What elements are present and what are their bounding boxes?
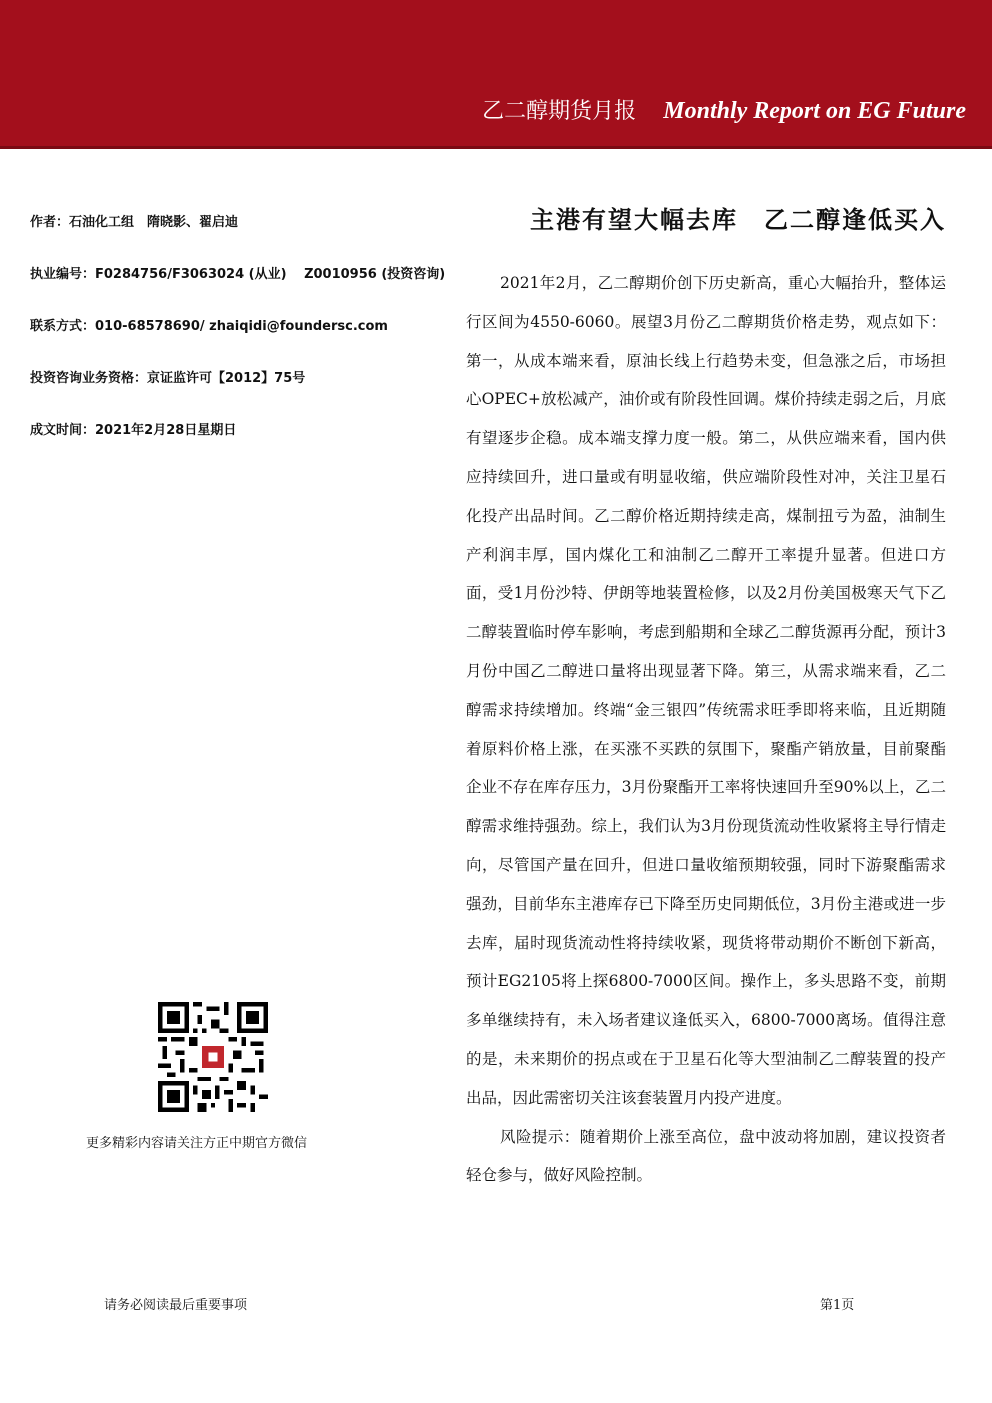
author-line: 作者：石油化工组 隋晓影、翟启迪 <box>30 215 239 230</box>
qualification-line: 投资咨询业务资格：京证监许可【2012】75号 <box>30 371 306 386</box>
contact-info: 联系方式：010-68578690/ zhaiqidi@foundersc.com <box>30 319 388 334</box>
footer-notice: 请务必阅读最后重要事项 <box>104 1298 248 1313</box>
license-number: 执业编号：F0284756/F3063024 (从业) Z0010956 (投资咨询) <box>30 267 446 282</box>
qr-caption: 更多精彩内容请关注方正中期官方微信 <box>86 1136 308 1151</box>
header-banner <box>0 0 992 148</box>
article-headline: 主港有望大幅去库 乙二醇逢低买入 <box>530 205 946 234</box>
report-title-en: Monthly Report on EG Future <box>663 98 966 124</box>
author-info <box>30 214 446 474</box>
qr-code-icon[interactable] <box>158 1002 268 1112</box>
page-number: 第1页 <box>820 1298 855 1313</box>
risk-warning-paragraph: 风险提示：随着期价上涨至高位，盘中波动将加剧，建议投资者轻仓参与，做好风险控制。 <box>466 1127 946 1185</box>
date-line: 成文时间：2021年2月28日星期日 <box>30 423 237 438</box>
header-divider <box>0 146 992 149</box>
report-title <box>482 94 966 125</box>
article-body <box>466 264 946 1195</box>
report-title-cn: 乙二醇期货月报 <box>482 99 637 124</box>
analysis-paragraph: 2021年2月，乙二醇期价创下历史新高，重心大幅抬升，整体运行区间为4550-6060。展望3月份乙二醇期货价格走势，观点如下：第一，从成本端来看，原油长线上行趋势未变，但急涨之后，市场担心OPEC+放松减产，油价或有阶段性回调。煤价持续走弱之后，月底有望逐步企稳。成本端支撑力度一般。第二，从供应端来看，国内供应持续回升，进口量或有明显收缩，供应端阶段性对冲，关注卫星石化投产出品时间。乙二醇价格近期持续走高，煤制扭亏为盈，油制生产利润丰厚，国内煤化工和油制乙二醇开工率提升显著。但进口方面，受1月份沙特、伊朗等地装置检修，以及2月份美国极寒天气下乙二醇装置临时停车影响，考虑到船期和全球乙二醇货源再分配，预计3月份中国乙二醇进口量将出现显著下降。第三，从需求端来看，乙二醇需求持续增加。终端“金三银四”传统需求旺季即将来临，且近期随着原料价格上涨，在买涨不买跌的氛围下，聚酯产销放量，目前聚酯企业不存在库存压力，3月份聚酯开工率将快速回升至90%以上，乙二醇需求维持强劲。综上，我们认为3月份现货流动性收紧将主导行情走向，尽管国产量在回升，但进口量收缩预期较强，同时下游聚酯需求强劲，目前华东主港库存已下降至历史同期低位，3月份主港或进一步去库，届时现货流动性将持续收紧，现货将带动期价不断创下新高，预计EG2105将上探6800-7000区间。操作上，多头思路不变，前期多单继续持有，未入场者建议逢低买入，6800-7000离场。值得注意的是，未来期价的拐点或在于卫星石化等大型油制乙二醇装置的投产出品，因此需密切关注该套装置月内投产进度。 <box>466 274 946 1107</box>
